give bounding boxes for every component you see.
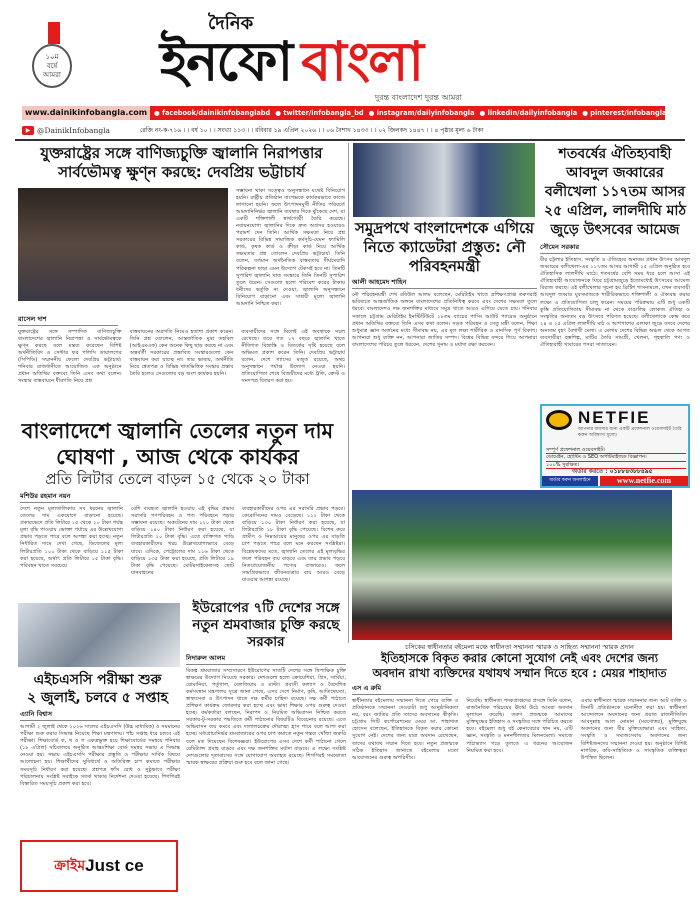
anniversary-badge — [28, 22, 74, 96]
story7-caption: চসিকের স্বাধীনতার বইমেলা মঞ্চে স্বাধীনতা সম্মাননা স্মারক ও সাহিত্য সম্মাননা স্মারক প্রদান — [405, 643, 634, 651]
headline-line: ইতিহাসকে বিকৃত করার কোনো সুযোগ নেই এবং দেশের জন্য — [380, 651, 659, 665]
badge-text: ১০ম — [45, 53, 59, 61]
story3-headline[interactable]: শতবর্ষের ঐতিহ্যবাহী আবদুল জব্বারের বলীখেলা ১১৭তম আসর ২৫ এপ্রিল, লালদীঘি মাঠ জুড়ে উৎসবের আমেজ — [544, 146, 686, 238]
story7-headline[interactable] — [352, 651, 687, 681]
story1-byline: রাসেল দাশ — [18, 315, 118, 326]
logo-title-row — [160, 30, 423, 93]
story1-side-text: সম্ভাবনা থাকা সত্ত্বেও অনুসন্ধানে যথেষ্ট বিনিয়োগ হয়নি। রাষ্ট্রীয় প্রতিষ্ঠান বাপেক্সকে কার্যকরভাবে কাজে লাগানো হয়নি। ফলে উৎপাদনমুখী নীতির পরিবর্তে আমদানিনির্ভর জ্বালানি ব্যবস্থার দিকে ঝুঁকেছে দেশ, যা একটি শক্তিশালী স্বার্থগোষ্ঠী তৈরি করেছে। নবায়নযোগ্য জ্বালানির দিকে দ্রুত অগ্রসর হওয়ারও পরামর্শ দেন তিনি। আর্থিক সক্ষমতা নিয়ে প্রশ্ন সরকারের বিভিন্ন সামাজিক কর্মসূচি-যেমন ফ্যামিলি কার্ড, কৃষক কার্ড ও ক্রীড়া কার্ড নিয়ে আর্থিক সক্ষমতার প্রশ্ন তোলেন দেবপ্রিয় ভট্টাচার্য। তিনি বলেন, বর্তমান অর্থনৈতিক বাস্তবতায় দীর্ঘমেয়াদি পরিকল্পনা ছাড়া এমন উদ্যোগ টেকসই হবে না। তিনটি সুপারিশ জ্বালানি খাত সংস্কারে তিনি তিনটি সুপারিশ তুলে ধরেন। সেগুলো হলো পরিবেশ করের টাকায় ধনীদের ভর্তুকি না দেওয়া, জ্বালানি অনুসন্ধানে বিনিয়োগ বাড়ানো এবং সাশ্রয়ী মূল্যে জ্বালানি আমদানি নিশ্চিত করা। — [236, 187, 345, 307]
story6 — [15, 672, 180, 836]
story1-headline[interactable]: যুক্তরাষ্ট্রের সঙ্গে বাণিজ্যচুক্তি জ্বালানি নিরাপত্তার সার্বভৌমত্ব ক্ষুণ্ন করছে: দেবপ্রিয় ভট্টাচার্য — [40, 144, 323, 181]
pinterest-link[interactable]: ● pinterest/infobanglanews — [582, 109, 686, 117]
logo-english-text: Just ce — [85, 856, 144, 875]
ad-url[interactable]: www.netfie.com — [600, 476, 688, 486]
story4-body — [10, 506, 345, 596]
text-column: নিয়েছি। স্বাধীনতা পদকপ্রাপ্তদের প্রসঙ্গে তিনি বলেন, রাজনৈতিক পরিচয়ের ঊর্ধ্বে উঠে আমরা অবদান মূল্যায়ন করেছি। তরুণ প্রজন্মকে আমাদের মুক্তিযুদ্ধের ইতিহাস ও সংস্কৃতির সঙ্গে পরিচিত করতে হবে। বইমেলা শুধু বই কেনাবেচার স্থান নয়, এটি জ্ঞান, সংস্কৃতি ও মননশীলতার মিলনমেলা। সমাজে পাঠাভ্যাস গড়ে তুলতে এ ধরনের আয়োজন নিয়মিত করা হবে। — [466, 698, 573, 754]
twitter-link[interactable]: ● twitter/infobangla_bd — [275, 109, 364, 117]
column-divider — [348, 143, 349, 643]
story3 — [540, 145, 690, 401]
divider — [15, 139, 685, 141]
story6-body: আগামী ২ জুলাই থেকে ২০২৬ সালের এইচএসসি (উচ্চ মাধ্যমিক) ও সমমানের পরীক্ষা শুরু করার সিদ্ধান্ত নিয়েছে শিক্ষা মন্ত্রণালয়। পাঁচ সপ্তাহ ধরে চলবে এই পরীক্ষা। শিক্ষাবোর্ড ক, খ ও গ একত্রভুক্ত হয়ে শিক্ষাবোর্ডের সমন্বয়ে শনিবার (১৮ এপ্রিল) সচিবালয়ে অনুষ্ঠিত আন্তঃশিক্ষা বোর্ড সমন্বয় সভায় এ সিদ্ধান্ত নেওয়া হয়। সভায় এইচএসসি পরীক্ষার প্রস্তুতি ও পরীক্ষার সার্বিক বিষয়ে আলোচনা হয়। শিক্ষার্থীদের সুবিধার্থে ও অতিরিক্ত চাপ কমাতে পরীক্ষার সময়সূচি নির্ধারণ করা হয়েছে। প্রশ্নপত্র ফাঁস রোধ ও সুষ্ঠুভাবে পরীক্ষা পরিচালনায় সংশ্লিষ্ট সবাইকে সতর্ক থাকার নির্দেশনা দেওয়া হয়েছে। শিগগিরই বিস্তারিত সময়সূচি প্রকাশ করা হবে। — [20, 724, 180, 787]
instagram-link[interactable]: ● instagram/dailyinfobangla — [368, 109, 475, 117]
story5-headline[interactable]: ইউরোপের ৭টি দেশের সঙ্গে নতুন শ্রমবাজার চুক্তি করছে সরকার — [192, 600, 340, 650]
text-column: এবার স্বাধীনতা স্মারক সম্মাননার জন্য আট ব্যক্তি ও তিনটি প্রতিষ্ঠানকে মনোনীত করা হয়। স্বাধীনতা আন্দোলনে অবদানের জন্য প্রয়াত রাজনীতিবিদ আবদুল্লাহ আল নোমান (মরণোত্তর), মুক্তিযুদ্ধে অবদানের জন্য বীর মুক্তিযোদ্ধারা এবং সাহিত্য, সংস্কৃতি ও সমাজসেবায় অবদানের জন্য বিশিষ্টজনদের সম্মাননা দেওয়া হয়। অনুষ্ঠানে বিশিষ্ট নাগরিক, কবি-সাহিত্যিক ও সাংস্কৃতিক ব্যক্তিত্বরা উপস্থিত ছিলেন। — [580, 698, 687, 761]
ad-order-label: অর্ডার করতে : — [572, 468, 608, 475]
logo-dainik: দৈনিক — [208, 13, 254, 34]
netfie-logo-icon — [546, 410, 572, 430]
story3-byline: সৌমেন সরকার — [540, 243, 690, 254]
story1-body — [18, 329, 345, 417]
story5 — [186, 600, 346, 840]
story1 — [18, 144, 345, 416]
logo-bangla-text: ক্রাইম — [54, 858, 86, 874]
link-text: linkedin/dailyinfobangla — [487, 109, 578, 117]
text-column: দেশে নতুন মূল্যতালিকায় সব ধরনের জ্বালানি তেলের দাম একযোগে বাড়ানো হয়েছে। প্রকারভেদে প্রতি লিটারে ১৫ থেকে ২০ টাকা পর্যন্ত মূল্য বৃদ্ধি পাওয়ায় ভোক্তা পর্যায়ে এর উল্লেখযোগ্য প্রভাব পড়তে পারে বলে আশঙ্কা করা হচ্ছে। নতুন নির্ধারিত দামে দেখা গেছে, ডিজেলের মূল্য লিটারপ্রতি ১০০ টাকা থেকে বাড়িয়ে ১১৫ টাকা করা হয়েছে, অর্থাৎ প্রতি লিটারে ১৫ টাকা বৃদ্ধি। পরিবহন খাতে সবচেয়ে — [20, 506, 123, 569]
story4-byline: মশিউর রহমান নয়ন — [20, 492, 120, 503]
linkedin-link[interactable]: ● linkedin/dailyinfobangla — [479, 109, 578, 117]
story4 — [10, 418, 345, 596]
youtube-icon: ▶ — [22, 126, 34, 135]
story5-body: বিকল্প শ্রমবাজার সম্প্রসারণে ইউরোপের সাতটি দেশের সঙ্গে দ্বিপাক্ষিক চুক্তি স্বাক্ষরের উদ্যোগ নিয়েছে সরকার। দেশগুলো হলো ক্রোয়েশিয়া, গ্রিস, সার্বিয়া, রোমানিয়া, পর্তুগাল, বেলজিয়াম ও মাল্টা। প্রবাসী কল্যাণ ও বৈদেশিক কর্মসংস্থান মন্ত্রণালয় সূত্রে জানা গেছে, এসব দেশে নির্মাণ, কৃষি, আতিথেয়তা, স্বাস্থ্যসেবা ও উৎপাদন খাতে দক্ষ কর্মীর চাহিদা রয়েছে। দক্ষ কর্মী পাঠাতে প্রশিক্ষণ কার্যক্রম জোরদার করা হচ্ছে এবং ভাষা শিক্ষার ওপর গুরুত্ব দেওয়া হচ্ছে। কর্মকর্তারা বলছেন, নিরাপদ ও নিয়মিত অভিবাসন নিশ্চিত করতে সরকার-টু-সরকার পদ্ধতিতে কর্মী পাঠানোর বিষয়টিও বিবেচনায় রয়েছে। এতে অভিবাসন ব্যয় কমবে এবং দালালচক্রের দৌরাত্ম্য হ্রাস পাবে বলে আশা করা হচ্ছে। মধ্যপ্রাচ্যনির্ভর শ্রমবাজারের ওপর চাপ কমাতে নতুন গন্তব্য খোঁজা জরুরি বলে মত দিয়েছেন বিশেষজ্ঞরা। ইউরোপের এসব দেশে কর্মী পাঠানো গেলে রেমিট্যান্স প্রবাহ বাড়বে এবং দক্ষ জনশক্তির মর্যাদা বাড়বে। এ লক্ষ্যে সংশ্লিষ্ট দেশগুলোর দূতাবাসের সঙ্গে যোগাযোগ অব্যাহত রয়েছে। শিগগিরই সমঝোতা স্মারক স্বাক্ষরের প্রক্রিয়া শুরু হবে বলে জানা গেছে। — [186, 667, 346, 766]
story7-photo — [352, 490, 672, 640]
netfie-ad[interactable] — [540, 404, 690, 488]
link-text: instagram/dailyinfobangla — [376, 109, 475, 117]
headline-line: ২ জুলাই, চলবে ৫ সপ্তাহ — [27, 689, 168, 706]
headline-line: ঘোষণা , আজ থেকে কার্যকর — [56, 445, 299, 469]
ad-feature: সম্পূর্ণ প্রফেশনাল ওয়েবসাইট। — [546, 447, 686, 454]
youtube-handle[interactable]: @DainikInfobangla — [37, 125, 111, 135]
link-text: pinterest/infobanglanews — [590, 109, 686, 117]
story7-body — [352, 698, 687, 906]
link-text: twitter/infobangla_bd — [283, 109, 364, 117]
website-link[interactable]: www.dainikinfobangla.com — [22, 106, 150, 120]
flag-icon — [48, 22, 60, 44]
story7 — [352, 643, 687, 906]
issue-info-row — [22, 124, 665, 136]
story4-headline[interactable] — [10, 418, 345, 470]
text-column: বেশি ব্যবহৃত জ্বালানি হওয়ায় এই বৃদ্ধির প্রভাব সরাসরি গণপরিবহন ও পণ্য পরিবহনে পড়ার সম্ভাবনা রয়েছে। অকটেনের দাম ১২০ টাকা থেকে বাড়িয়ে ১৪০ টাকা নির্ধারণ করা হয়েছে, যা লিটারপ্রতি ২০ টাকা বৃদ্ধি। এতে ব্যক্তিগত গাড়ি ব্যবহারকারীদের খরচ উল্লেখযোগ্যভাবে বেড়ে যাবে। এদিকে, পেট্রোলের দাম ১১৬ টাকা থেকে বাড়িয়ে ১৩৫ টাকা করা হয়েছে, প্রতি লিটারে ১৯ টাকা বৃদ্ধি পেয়েছে। মোটরসাইকেলসহ ছোট যানবাহনের — [131, 506, 234, 576]
link-text: facebook/dainikinfobanglabd — [162, 109, 271, 117]
text-column: ব্যবসায়ীদের সঙ্গে মিলেই এই অবস্থাকে সচল রেখেছে। তবে গত ১৭ বছরে জ্বালানি খাতে নীতিগত বিভ্রান্তি ও বিতর্কের সৃষ্টি হয়েছে বলে অভিমত প্রকাশ করেন তিনি। দেবপ্রিয় ভট্টাচার্য বলেন, দেশে গ্যাসের মজুত রয়েছে, অথচ অনুসন্ধানে পর্যাপ্ত উদ্যোগ নেওয়া হয়নি। প্রতিযোগিতা শেষে বিজয়ীদের মধ্যে ট্রফি, ক্রেস্ট ও সনদপত্র বিতরণ করা হয়। — [241, 328, 346, 385]
laurel-ring — [32, 44, 72, 88]
text-column: ব্যবহারকারীদের ওপর এর সরাসরি প্রভাব পড়বে। কেরোসিনের দামও বেড়েছে। ১১২ টাকা থেকে বাড়িয়ে ১৩০ টাকা নির্ধারণ করা হয়েছে, যা লিটারপ্রতি ১৮ টাকা বৃদ্ধি পেয়েছে। বিশেষ করে গ্রামীণ ও নিম্নআয়ের মানুষের ওপর এর বাড়তি চাপ পড়তে পারে বলে মনে করছেন সংশ্লিষ্টরা। বিশ্লেষকদের মতে, জ্বালানি তেলের এই মূল্যবৃদ্ধির ফলে পরিবহন ব্যয় বাড়বে এবং তার প্রভাব পড়বে নিত্যপ্রয়োজনীয় পণ্যের বাজারেও। ফলে সামগ্রিকভাবে জীবনযাত্রার ব্যয় আরও বেড়ে যাওয়ার আশঙ্কা রয়েছে। — [242, 506, 345, 583]
ad-brand: NETFIE — [578, 408, 651, 427]
story6-headline[interactable] — [15, 672, 180, 707]
story2-headline[interactable]: সমুদ্রপথে বাংলাদেশকে এগিয়ে নিতে ক্যাডেটরা প্রস্তুত: নৌ পরিবহনমন্ত্রী — [355, 219, 534, 275]
story2-body: নৌ পরিবহনমন্ত্রী শেখ রবিউল আলম বলেছেন, মেরিটাইম খাতে প্রশিক্ষণপ্রাপ্ত তরুণরাই ভবিষ্যতে আন্তর্জাতিক অঙ্গনে বাংলাদেশের প্রতিনিধিত্ব করবে এবং দেশের সক্ষমতা তুলে ধরবে। বাংলাদেশও দক্ষ জনশক্তির মাধ্যমে সমুদ্র খাতে আরও এগিয়ে যেতে চায়। শনিবার সকালে চট্টগ্রাম মেরিটাইম ইনস্টিটিউটে ২৮তম ব্যাচের পাসিং আউট প্যারেড অনুষ্ঠানে প্রধান অতিথির বক্তব্যে তিনি এসব কথা বলেন। সড়ক পরিবহন ও সেতু মন্ত্রী বলেন, শিক্ষা শুধুমাত্র জ্ঞান অর্জনের মধ্যে সীমাবদ্ধ নয়, এর মূল লক্ষ্য শারীরিক ও মানসিক পূর্ণ বিকাশ। আপনারা শুধু ব্যক্তি নন, আপনারা জাতির সম্পদ। বিশ্বের বিভিন্ন বন্দরে গিয়ে আপনারা বাংলাদেশের পরিচয় তুলে ধরবেন, দেশের সুনাম ও মর্যাদা রক্ষা করবেন। — [352, 292, 537, 348]
ad-tagline: আপনার ব্যবসার জন্য একটি প্রফেশনাল ওয়েবসাইট তৈরি করুন অবিশ্বাস্য মূল্যে। — [578, 427, 682, 438]
tagline: দুরন্ত বাংলাদেশ দুরন্ত আমরা — [375, 93, 463, 102]
ad-phone[interactable]: ০১৮৮৪৩৮৮৪৯৫ — [609, 468, 653, 475]
story4-subhead: প্রতি লিটার তেলে বাড়ল ১৫ থেকে ২০ টাকা — [45, 470, 310, 488]
ad-feature: ডোমেইন, হোস্টিং ও SEO অপটিমাইজড বিজ্ঞাপন। — [546, 454, 686, 461]
story2-photo — [353, 143, 535, 217]
story6-byline: এ্যানি বিশ্বাস — [20, 710, 180, 721]
story1-top-row — [18, 188, 345, 312]
story5-byline: নিদারুল আলম — [186, 654, 346, 665]
newspaper-logo — [160, 14, 560, 92]
story2 — [352, 219, 537, 401]
story2-byline: আলী আহমেদ শাহিন — [352, 278, 537, 289]
issue-line: রেজি নং-ক-৭১৬ । । বর্ষ ১০ । । সংখ্যা ১১৩ । । রবিবার ১৯ এপ্রিল ২০২৬ । । ০৬ বৈশাখ ১৪৩৩ । । ০২ জিলকদ ১৪৪৭ । । ৪ পৃষ্ঠার মূল্য ৬ টাকা — [140, 126, 484, 134]
badge-text: বর্ষে — [46, 62, 58, 70]
ad-phone-row — [572, 468, 653, 475]
headline-line: বাংলাদেশে জ্বালানি তেলের নতুন দাম — [21, 419, 334, 443]
ad-features — [546, 447, 686, 469]
crime-justice-logo[interactable] — [20, 840, 178, 892]
text-column: যুক্তরাষ্ট্রের সঙ্গে সম্পাদিত বাণিজ্যচুক্তি বাংলাদেশের জ্বালানি নিরাপত্তা ও সার্বভৌমত্বকে ক্ষুণ্ন করছে বলে মন্তব্য করেছেন বিশিষ্ট অর্থনীতিবিদ ও সেন্টার ফর পলিসি ডায়ালগের (সিপিডি) সম্মাননীয় ফেলো দেবপ্রিয় ভট্টাচার্য। শনিবার রাজধানীতে আয়োজিত এক অনুষ্ঠানে প্রধান অতিথির বক্তব্যে তিনি এসব কথা বলেন। সংস্কার বাস্তবায়নে ধীরগতি নিয়ে প্রশ্ন — [18, 328, 122, 385]
badge-text: আমরা — [43, 71, 61, 79]
text-column: বাস্তবায়নের অগ্রগতি নিয়েও হতাশা প্রকাশ করেন। তিনি প্রশ্ন তোলেন, আন্তর্জাতিক মুদ্রা তহবিল (আইএমএফ) কেন অনেক কিছু ছাড় করছে না এবং অন্তর্বর্তী সরকারের প্রস্তাবিত সংস্কারগুলো কেন বাস্তবায়ন করা যাচ্ছে না। তার ভাষায়, অর্থনীতি নিয়ে শ্বেতপত্র ও বিভিন্ন খাতভিত্তিক সংস্কার প্রস্তাব তৈরি হলেও সেগুলোর বড় অংশ কার্যকর হয়নি। — [129, 328, 234, 378]
logo-bangla: বাংলা — [301, 30, 423, 93]
story3-body: বীর চট্টলার ইতিহাস, সংস্কৃতি ও ঐতিহ্যের অন্যতম প্রধান উৎসব আবদুল জব্বারের বলীখেলা-এর ১১৭তম আসর আগামী ২৫ এপ্রিল অনুষ্ঠিত হবে ঐতিহাসিক লালদীঘি মাঠে। শতবর্ষের বেশি সময় ধরে চলে আসা এই ঐতিহ্যবাহী আয়োজনকে ঘিরে চট্টগ্রামজুড়ে ইতোমধ্যেই উৎসবের আমেজ বিরাজ করছে। এই বলীখেলার সূচনা হয় ব্রিটিশ শাসনামলে, যখন ব্যবসায়ী আবদুল জব্বার যুবসমাজকে শারীরিকভাবে শক্তিশালী ও ঐক্যবদ্ধ করার লক্ষ্যে এ প্রতিযোগিতা চালু করেন। সময়ের পরিক্রমায় এটি শুধু একটি কুস্তি প্রতিযোগিতায় সীমাবদ্ধ না থেকে বাঙালির লোকজ ঐতিহ্য ও সংস্কৃতির অন্যতম বড় উৎসবে পরিণত হয়েছে। বলীখেলাকে কেন্দ্র করে ২৪ ও ২৫ এপ্রিল লালদীঘি মাঠ ও আশপাশের এলাকা জুড়ে বসবে দেশের অন্যতম বৃহৎ বৈশাখী মেলা। এ মেলায় দেশের বিভিন্ন অঞ্চল থেকে আগত ব্যবসায়ীরা হস্তশিল্প, মাটির তৈরি সামগ্রী, খেলনা, গৃহস্থালি পণ্য ও ঐতিহ্যবাহী খাবারের পসরা সাজাবেন। — [540, 257, 690, 349]
logo-info: ইনফো — [160, 30, 292, 93]
ad-order-online[interactable]: অর্ডার করুন অনলাইনে — [542, 476, 598, 486]
facebook-link[interactable]: ● facebook/dainikinfobanglabd — [154, 109, 271, 117]
links-bar — [22, 106, 686, 120]
exam-photo — [18, 603, 180, 667]
headline-line: অবদান রাখা ব্যক্তিদের যথাযথ সম্মান দিতে হবে : মেয়র শাহাদাত — [372, 666, 667, 680]
ad-feature: ১০০% সুরক্ষিত। — [546, 462, 686, 469]
headline-line: এইচএসসি পরীক্ষা শুরু — [33, 672, 162, 688]
text-column: স্বাধীনতার বইমেলায় সম্মাননা দিতে পেরে ব্যক্তি ও প্রতিষ্ঠানকে সম্মাননা দেওয়াটা শুধু আনুষ্ঠানিকতা নয়, বরং জাতির প্রতি তাদের অবদানের স্বীকৃতি। চট্টগ্রাম সিটি কর্পোরেশনের মেয়র ডা. শাহাদাত হোসেন বলেছেন, ইতিহাসকে বিকৃত করার কোনো সুযোগ নেই। দেশের জন্য যারা অবদান রেখেছেন, তাদের যথাযথ সম্মান দিতে হবে। নতুন প্রজন্মকে সঠিক ইতিহাস জানাতে বইমেলার মতো আয়োজনের গুরুত্ব অপরিসীম। — [352, 698, 459, 761]
story1-photo — [18, 188, 228, 301]
story7-byline: এস এ রুমি — [352, 684, 452, 695]
